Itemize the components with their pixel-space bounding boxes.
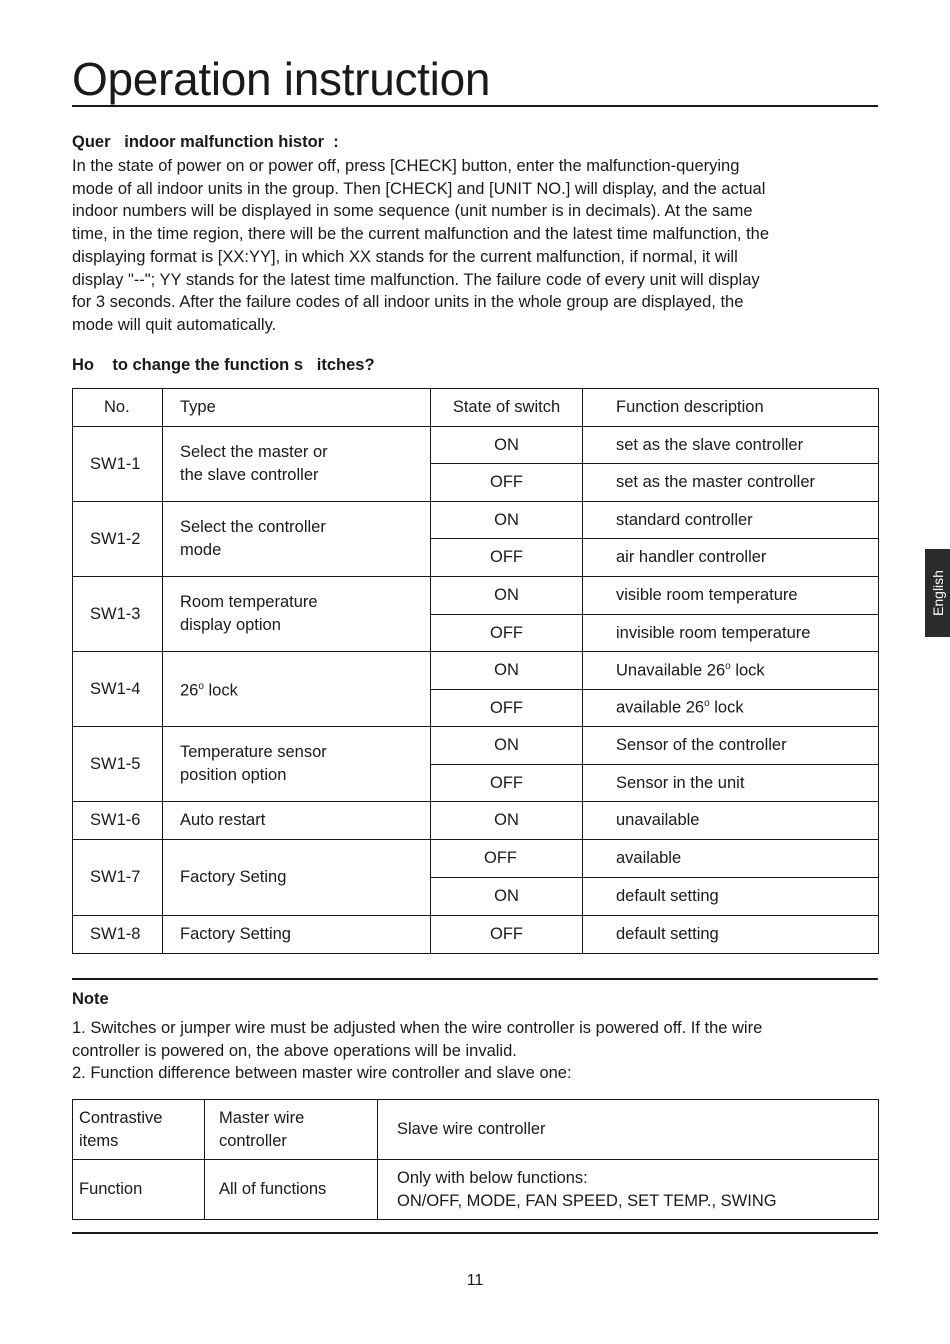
switch-no: SW1-7	[73, 840, 163, 916]
bottom-divider	[72, 1232, 878, 1234]
slave-line: ON/OFF, MODE, FAN SPEED, SET TEMP., SWING	[397, 1191, 777, 1210]
switch-no: SW1-8	[73, 916, 163, 954]
table-row	[73, 840, 879, 878]
table-row	[73, 916, 879, 954]
switch-description: invisible room temperature	[583, 615, 879, 652]
query-line: display "--"; YY stands for the latest time malfunction. The failure code of every unit will display	[72, 270, 760, 289]
switch-description: set as the slave controller	[583, 427, 879, 464]
switch-no: SW1-6	[73, 802, 163, 840]
type-line: Select the controller	[180, 518, 326, 536]
switch-type: Auto restart	[163, 802, 431, 840]
query-line: In the state of power on or power off, press [CHECK] button, enter the malfunction-querying	[72, 157, 740, 175]
desc-suffix: lock	[709, 698, 744, 717]
switch-table	[72, 388, 879, 954]
header-type: Type	[163, 389, 431, 427]
switch-description: set as the master controller	[583, 464, 879, 502]
switch-state: ON	[431, 652, 583, 690]
header-line: items	[79, 1131, 119, 1150]
switch-description	[583, 652, 879, 690]
header-line: Master wire	[219, 1109, 305, 1127]
note-line: controller is powered on, the above operations will be invalid.	[72, 1041, 517, 1060]
switch-type	[163, 652, 431, 727]
switch-description: Sensor in the unit	[583, 765, 879, 802]
switch-description: default setting	[583, 878, 879, 916]
type-line: mode	[180, 541, 222, 559]
switch-type	[163, 577, 431, 652]
type-line: display option	[180, 616, 281, 634]
switch-type	[163, 502, 431, 577]
header-line: Contrastive	[79, 1109, 163, 1127]
degree-symbol: o	[198, 681, 204, 693]
query-line: displaying format is [XX:YY], in which XX stands for the current malfunction, if normal, it will	[72, 247, 738, 266]
switch-state: OFF	[431, 464, 583, 502]
desc-prefix: Unavailable 26	[616, 661, 726, 680]
master-functions: All of functions	[205, 1160, 378, 1220]
slave-functions	[378, 1160, 879, 1220]
page-title: Operation instruction	[72, 53, 491, 105]
query-line: indoor numbers will be displayed in some sequence (unit number is in decimals). At the same	[72, 202, 753, 221]
switch-description: air handler controller	[583, 539, 879, 577]
switch-state: OFF	[431, 690, 583, 727]
table-row	[73, 802, 879, 840]
desc-suffix: lock	[730, 661, 765, 680]
query-line: for 3 seconds. After the failure codes of all indoor units in the whole group are displayed, the	[72, 293, 744, 312]
switch-description: unavailable	[583, 802, 879, 840]
language-tab-label: English	[929, 570, 946, 616]
section-divider	[72, 978, 878, 980]
header-line: controller	[219, 1131, 287, 1150]
switch-no: SW1-4	[73, 652, 163, 727]
table-row	[73, 502, 879, 539]
type-prefix: 26	[180, 681, 199, 700]
query-paragraph	[72, 155, 878, 337]
table-header-row	[73, 1100, 879, 1160]
switch-description	[583, 690, 879, 727]
type-line: position option	[180, 766, 287, 784]
desc-prefix: available 26	[616, 698, 705, 717]
switch-no: SW1-5	[73, 727, 163, 802]
note-paragraph	[72, 1017, 878, 1085]
switch-type	[163, 727, 431, 802]
switch-state: OFF	[431, 916, 583, 954]
switch-state: OFF	[431, 615, 583, 652]
query-line: mode of all indoor units in the group. Then [CHECK] and [UNIT NO.] will display, and the actual	[72, 179, 766, 198]
query-line: mode will quit automatically.	[72, 315, 277, 334]
switch-state: OFF	[431, 539, 583, 577]
switch-description: default setting	[583, 916, 879, 954]
table-header-row	[73, 389, 879, 427]
switch-state: OFF	[431, 840, 583, 878]
type-line: Select the master or	[180, 443, 328, 461]
slave-line: Only with below functions:	[397, 1169, 588, 1187]
switch-state: ON	[431, 802, 583, 840]
note-line: 1. Switches or jumper wire must be adjusted when the wire controller is powered off. If the wire	[72, 1019, 763, 1037]
switch-state: ON	[431, 577, 583, 615]
header-state: State of switch	[431, 389, 583, 427]
switch-no: SW1-3	[73, 577, 163, 652]
note-line: 2. Function difference between master wire controller and slave one:	[72, 1064, 572, 1083]
table-row	[73, 652, 879, 690]
switch-state: ON	[431, 878, 583, 916]
comparison-table	[72, 1099, 879, 1220]
switch-no: SW1-2	[73, 502, 163, 577]
type-line: Temperature sensor	[180, 743, 327, 761]
table-row	[73, 1160, 879, 1220]
header-slave-controller: Slave wire controller	[378, 1100, 879, 1160]
switch-description: standard controller	[583, 502, 879, 539]
switch-state: ON	[431, 502, 583, 539]
row-label: Function	[73, 1160, 205, 1220]
title-divider	[72, 105, 878, 107]
table-row	[73, 427, 879, 464]
type-line: the slave controller	[180, 466, 319, 484]
header-no: No.	[73, 389, 163, 427]
switch-type	[163, 427, 431, 502]
table-row	[73, 577, 879, 615]
language-tab	[925, 549, 950, 637]
table-row	[73, 727, 879, 765]
type-suffix: lock	[203, 681, 238, 700]
switch-state: ON	[431, 727, 583, 765]
type-line: Room temperature	[180, 593, 318, 611]
degree-symbol: o	[704, 698, 710, 710]
switch-description: visible room temperature	[583, 577, 879, 615]
header-description: Function description	[583, 389, 879, 427]
switch-no: SW1-1	[73, 427, 163, 502]
switch-type: Factory Seting	[163, 840, 431, 916]
switch-state: OFF	[431, 765, 583, 802]
switch-description: available	[583, 840, 879, 878]
degree-symbol: o	[725, 660, 731, 672]
switch-type: Factory Setting	[163, 916, 431, 954]
query-heading: Quer indoor malfunction histor :	[72, 133, 339, 151]
switch-heading: Ho to change the function s itches?	[72, 356, 375, 374]
switch-state: ON	[431, 427, 583, 464]
query-line: time, in the time region, there will be the current malfunction and the latest time malfunction, the	[72, 225, 770, 244]
switch-description: Sensor of the controller	[583, 727, 879, 765]
page-number: 11	[466, 1272, 484, 1289]
header-contrastive-items	[73, 1100, 205, 1160]
header-master-controller	[205, 1100, 378, 1160]
note-heading: Note	[72, 990, 109, 1008]
